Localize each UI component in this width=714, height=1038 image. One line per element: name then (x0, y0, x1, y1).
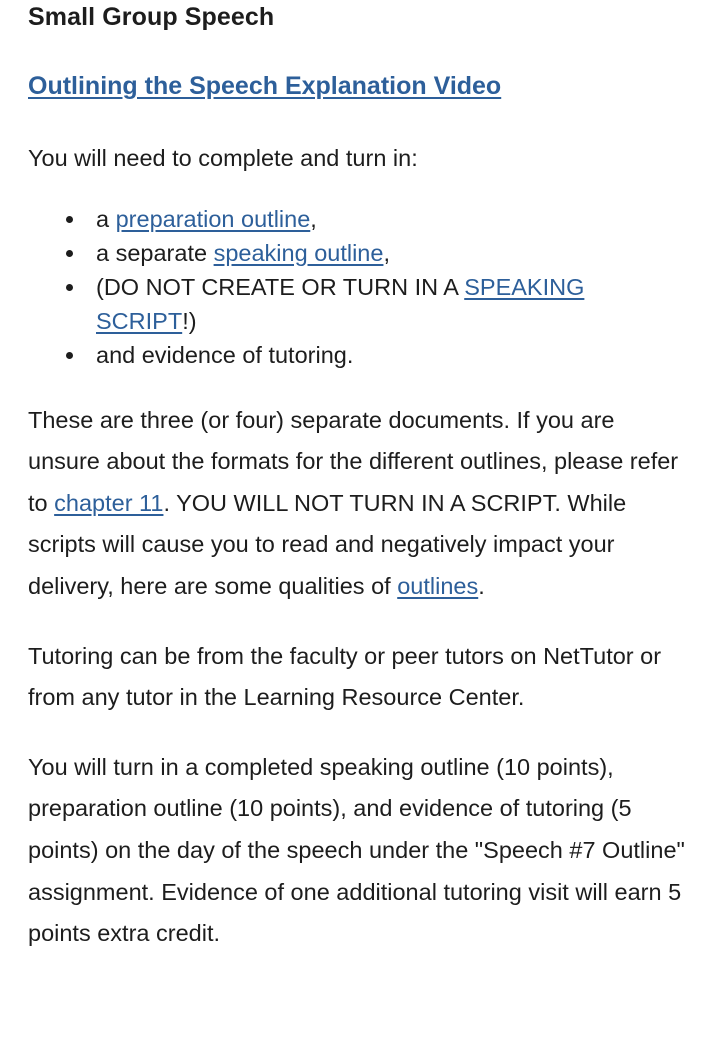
list-item (96, 270, 686, 338)
speaking-script-link[interactable]: SPEAKING SCRIPT (96, 273, 585, 334)
list-item-punct: !) (182, 307, 197, 334)
page-title: Small Group Speech (28, 3, 275, 31)
list-item (96, 202, 686, 236)
speaking-outline-link[interactable]: speaking outline (213, 239, 384, 266)
paragraph-text: These are three (or four) separate documents. If you are unsure about the formats for the different outlines, please refer to (28, 406, 679, 516)
list-item-text: a separate (96, 239, 214, 266)
formats-paragraph (28, 400, 686, 608)
paragraph-punct: . (478, 572, 485, 599)
grading-paragraph: You will turn in a completed speaking outline (10 points), preparation outline (10 points), and evidence of tutoring (5 points) on the day of the speech under the "Speech #7 Outline" assignment. Evidence of one additional tutoring visit will earn 5 points extra credit. (28, 753, 685, 947)
paragraph-text: . YOU WILL NOT TURN IN A SCRIPT. While scripts will cause you to read and negatively impact your delivery, here are some qualities of (28, 489, 627, 599)
chapter-11-link[interactable]: chapter 11 (54, 489, 164, 516)
explanation-video-link[interactable]: Outlining the Speech Explanation Video (28, 72, 502, 100)
requirements-list (28, 202, 686, 372)
list-item (96, 236, 686, 270)
outlines-link[interactable]: outlines (397, 572, 479, 599)
list-item-punct: , (383, 239, 390, 266)
preparation-outline-link[interactable]: preparation outline (115, 205, 311, 232)
tutoring-paragraph: Tutoring can be from the faculty or peer tutors on NetTutor or from any tutor in the Learning Resource Center. (28, 642, 662, 711)
list-item-text: a (96, 205, 116, 232)
list-item-text: and evidence of tutoring. (96, 341, 354, 368)
list-item-text: (DO NOT CREATE OR TURN IN A (96, 273, 465, 300)
list-item (96, 338, 686, 372)
intro-text: You will need to complete and turn in: (28, 145, 418, 171)
list-item-punct: , (310, 205, 317, 232)
